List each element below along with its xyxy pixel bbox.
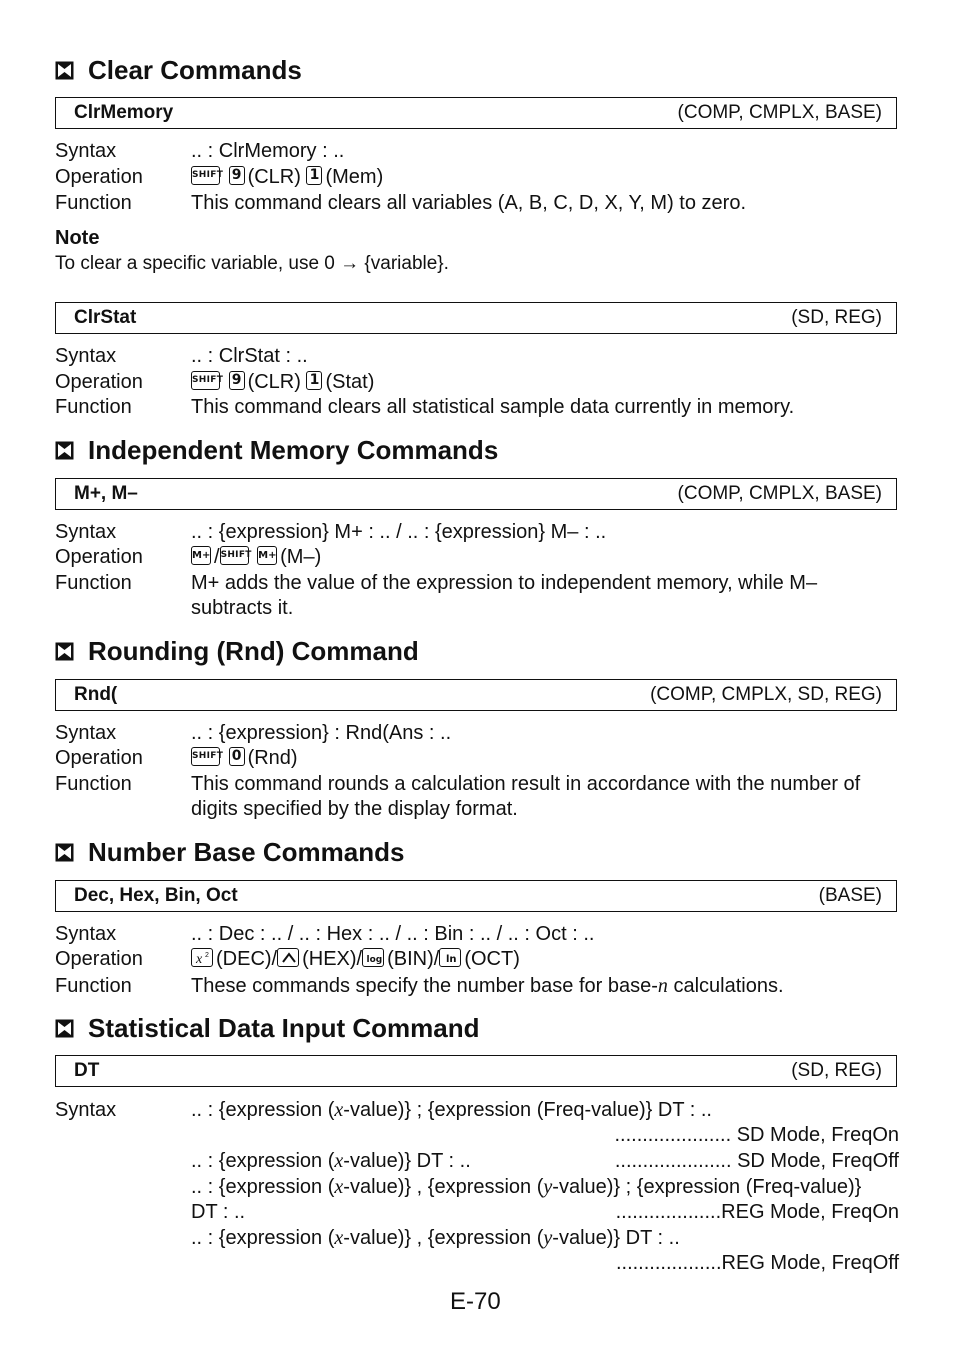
italic-x: x	[334, 1227, 344, 1249]
syntax-label: Syntax	[55, 521, 117, 543]
section-bullet-icon	[55, 61, 74, 80]
syntax-label: Syntax	[55, 345, 117, 367]
syntax-line-4-value: DT : ..	[191, 1201, 246, 1223]
command-box-clrstat	[55, 302, 897, 334]
function-value	[191, 974, 784, 999]
note-heading: Note	[55, 227, 100, 249]
function-text: These commands specify the number base for base-	[191, 975, 658, 997]
op-text: (Rnd)	[247, 747, 298, 769]
italic-x: x	[334, 1099, 344, 1121]
log-key-icon	[362, 948, 384, 967]
operation-label: Operation	[55, 747, 143, 769]
command-modes: (SD, REG)	[791, 1060, 882, 1081]
italic-y: y	[543, 1227, 553, 1249]
function-value: This command rounds a calculation result in accordance with the number of digits specified by the display format.	[191, 773, 861, 820]
syntax-text: .. : {expression (	[191, 1227, 335, 1249]
key-0-icon: 0	[229, 747, 245, 766]
syntax-text: .. : {expression (	[191, 1176, 335, 1198]
italic-y: y	[543, 1176, 553, 1198]
function-value: M+ adds the value of the expression to independent memory, while M– subtracts it.	[191, 572, 818, 619]
shift-key-icon: SHIFT	[191, 166, 220, 185]
section-title-number-base	[55, 837, 404, 867]
syntax-text: -value)} ; {expression (Freq-value)} DT : ..	[343, 1099, 712, 1121]
operation-value	[191, 746, 298, 771]
function-value: This command clears all statistical sample data currently in memory.	[191, 396, 795, 418]
section-title-text: Clear Commands	[88, 55, 302, 85]
syntax-text: .. : {expression (	[191, 1099, 335, 1121]
section-bullet-icon	[55, 642, 74, 661]
svg-text:x: x	[196, 952, 203, 966]
command-name: ClrStat	[74, 307, 137, 328]
operation-value	[191, 165, 383, 190]
function-label: Function	[55, 572, 132, 594]
command-box-clrmemory	[55, 97, 897, 129]
command-name: Dec, Hex, Bin, Oct	[74, 885, 238, 906]
syntax-line-5-value	[191, 1226, 680, 1251]
syntax-text: -value)} DT : ..	[552, 1227, 680, 1249]
syntax-line-1	[191, 1098, 712, 1123]
syntax-value: .. : Dec : .. / .. : Hex : .. / .. : Bin : .. / .. : Oct : ..	[191, 923, 595, 945]
op-text: (BIN)/	[387, 948, 440, 970]
op-text: (DEC)/	[216, 948, 278, 970]
op-text: (CLR)	[247, 166, 301, 188]
section-title-text: Statistical Data Input Command	[88, 1013, 480, 1043]
command-modes: (COMP, CMPLX, SD, REG)	[650, 684, 882, 705]
operation-label: Operation	[55, 371, 143, 393]
command-box-mplus	[55, 478, 897, 510]
op-text: (OCT)	[464, 948, 520, 970]
function-label: Function	[55, 975, 132, 997]
command-modes: (COMP, CMPLX, BASE)	[677, 483, 882, 504]
op-text: (Stat)	[325, 371, 375, 393]
command-name: M+, M–	[74, 483, 138, 504]
section-title-clear	[55, 55, 302, 85]
command-box-rnd	[55, 679, 897, 711]
function-italic-n: n	[657, 975, 668, 997]
syntax-value: .. : ClrStat : ..	[191, 345, 308, 367]
syntax-line-3-value	[191, 1175, 861, 1200]
mplus-key-icon: M+	[257, 546, 277, 565]
section-title-text: Independent Memory Commands	[88, 435, 499, 465]
section-title-rounding	[55, 636, 419, 666]
syntax-value: .. : {expression} : Rnd(Ans : ..	[191, 722, 452, 744]
shift-key-icon: SHIFT	[220, 546, 249, 565]
svg-text:log: log	[366, 955, 383, 966]
key-9-icon: 9	[229, 166, 245, 185]
operation-label: Operation	[55, 546, 143, 568]
section-title-text: Number Base Commands	[88, 837, 405, 867]
caret-key-icon	[277, 948, 299, 967]
command-name: DT	[74, 1060, 100, 1081]
op-text: /	[214, 546, 220, 568]
operation-label: Operation	[55, 166, 143, 188]
operation-value	[191, 370, 374, 395]
syntax-label: Syntax	[55, 722, 117, 744]
section-bullet-icon	[55, 441, 74, 460]
italic-x: x	[334, 1176, 344, 1198]
section-title-text: Rounding (Rnd) Command	[88, 636, 419, 666]
note-text: To clear a specific variable, use 0 → {variable}.	[55, 253, 449, 274]
command-box-dec-hex-bin-oct	[55, 880, 897, 912]
command-box-dt	[55, 1055, 897, 1087]
function-value: This command clears all variables (A, B, C, D, X, Y, M) to zero.	[191, 192, 746, 214]
syntax-label: Syntax	[55, 923, 117, 945]
operation-label: Operation	[55, 948, 143, 970]
svg-text:2: 2	[205, 952, 209, 960]
command-modes: (SD, REG)	[791, 307, 882, 328]
command-name: Rnd(	[74, 684, 118, 705]
syntax-value: .. : {expression} M+ : .. / .. : {expression} M– : ..	[191, 521, 607, 543]
op-text: (HEX)/	[302, 948, 363, 970]
operation-value	[191, 545, 321, 570]
syntax-text: -value)} DT : ..	[343, 1150, 471, 1172]
function-label: Function	[55, 773, 132, 795]
syntax-text: -value)} , {expression (	[343, 1176, 544, 1198]
x-squared-key-icon	[191, 948, 213, 967]
mode-note-2: ..................... SD Mode, FreqOff	[614, 1150, 899, 1172]
mode-note-1: ..................... SD Mode, FreqOn	[614, 1124, 899, 1146]
section-title-statistical-input	[55, 1013, 480, 1043]
syntax-text: -value)} ; {expression (Freq-value)}	[552, 1176, 862, 1198]
op-text: (M–)	[280, 546, 322, 568]
shift-key-icon: SHIFT	[191, 747, 220, 766]
svg-text:ln: ln	[446, 954, 457, 966]
op-text: (Mem)	[325, 166, 384, 188]
page-number: E-70	[450, 1288, 501, 1315]
key-9-icon: 9	[229, 371, 245, 390]
section-title-independent-memory	[55, 435, 498, 465]
op-text: (CLR)	[247, 371, 301, 393]
section-bullet-icon	[55, 843, 74, 862]
command-modes: (BASE)	[818, 885, 882, 906]
command-name: ClrMemory	[74, 102, 174, 123]
syntax-text: -value)} , {expression (	[343, 1227, 544, 1249]
syntax-text: .. : {expression (	[191, 1150, 335, 1172]
ln-key-icon	[439, 948, 461, 967]
shift-key-icon: SHIFT	[191, 371, 220, 390]
key-1-icon: 1	[306, 371, 322, 390]
operation-value	[191, 947, 520, 972]
command-modes: (COMP, CMPLX, BASE)	[677, 102, 882, 123]
syntax-label: Syntax	[55, 1099, 117, 1121]
mode-note-4: ...................REG Mode, FreqOff	[615, 1252, 899, 1274]
key-1-icon: 1	[306, 166, 322, 185]
syntax-value: .. : ClrMemory : ..	[191, 140, 345, 162]
syntax-line-2-value	[191, 1149, 471, 1174]
function-label: Function	[55, 192, 132, 214]
function-text: calculations.	[667, 975, 784, 997]
italic-x: x	[334, 1150, 344, 1172]
function-label: Function	[55, 396, 132, 418]
section-bullet-icon	[55, 1019, 74, 1038]
mode-note-3: ...................REG Mode, FreqOn	[615, 1201, 899, 1223]
syntax-label: Syntax	[55, 140, 117, 162]
mplus-key-icon: M+	[191, 546, 211, 565]
